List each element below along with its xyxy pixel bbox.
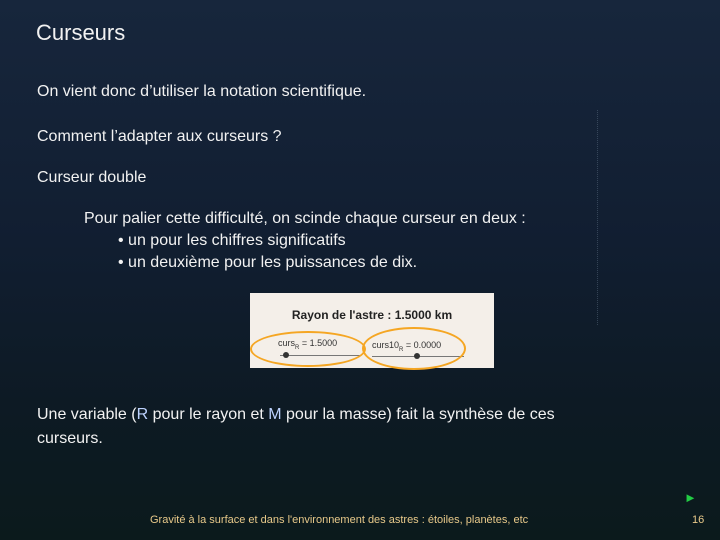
- next-slide-arrow-icon[interactable]: ►: [684, 490, 697, 505]
- text-line-question: Comment l’adapter aux curseurs ?: [37, 128, 282, 145]
- bullet-significant-digits: • un pour les chiffres significatifs: [118, 232, 346, 249]
- footer-text: Gravité à la surface et dans l'environnement des astres : étoiles, planètes, etc: [150, 514, 529, 526]
- text-line-difficulty: Pour palier cette difficulté, on scinde chaque curseur en deux :: [84, 210, 526, 227]
- text-line-variable-end: curseurs.: [37, 430, 103, 447]
- variable-m: M: [268, 406, 282, 423]
- bullet-powers-of-ten: • un deuxième pour les puissances de dix.: [118, 254, 418, 271]
- panel-radius-title: Rayon de l'astre : 1.5000 km: [291, 308, 453, 322]
- page-number: 16: [692, 514, 705, 526]
- highlight-ellipse-right: [362, 327, 466, 370]
- highlight-ellipse-left: [250, 331, 366, 367]
- slide-title: Curseurs: [36, 20, 126, 45]
- slider1-label: curs$_R$ = 1.5000: [278, 338, 338, 351]
- text-line-variable: Une variable (R pour le rayon et M pour la masse) fait la synthèse de ces: [37, 406, 555, 423]
- decorative-dotted-line: [597, 110, 598, 325]
- variable-r: R: [136, 406, 149, 423]
- slider2-label: $curs10_R = 0.0000$: [372, 340, 442, 353]
- text-line-double-slider: Curseur double: [37, 169, 147, 186]
- text-line-notation: On vient donc d’utiliser la notation scientifique.: [37, 83, 367, 100]
